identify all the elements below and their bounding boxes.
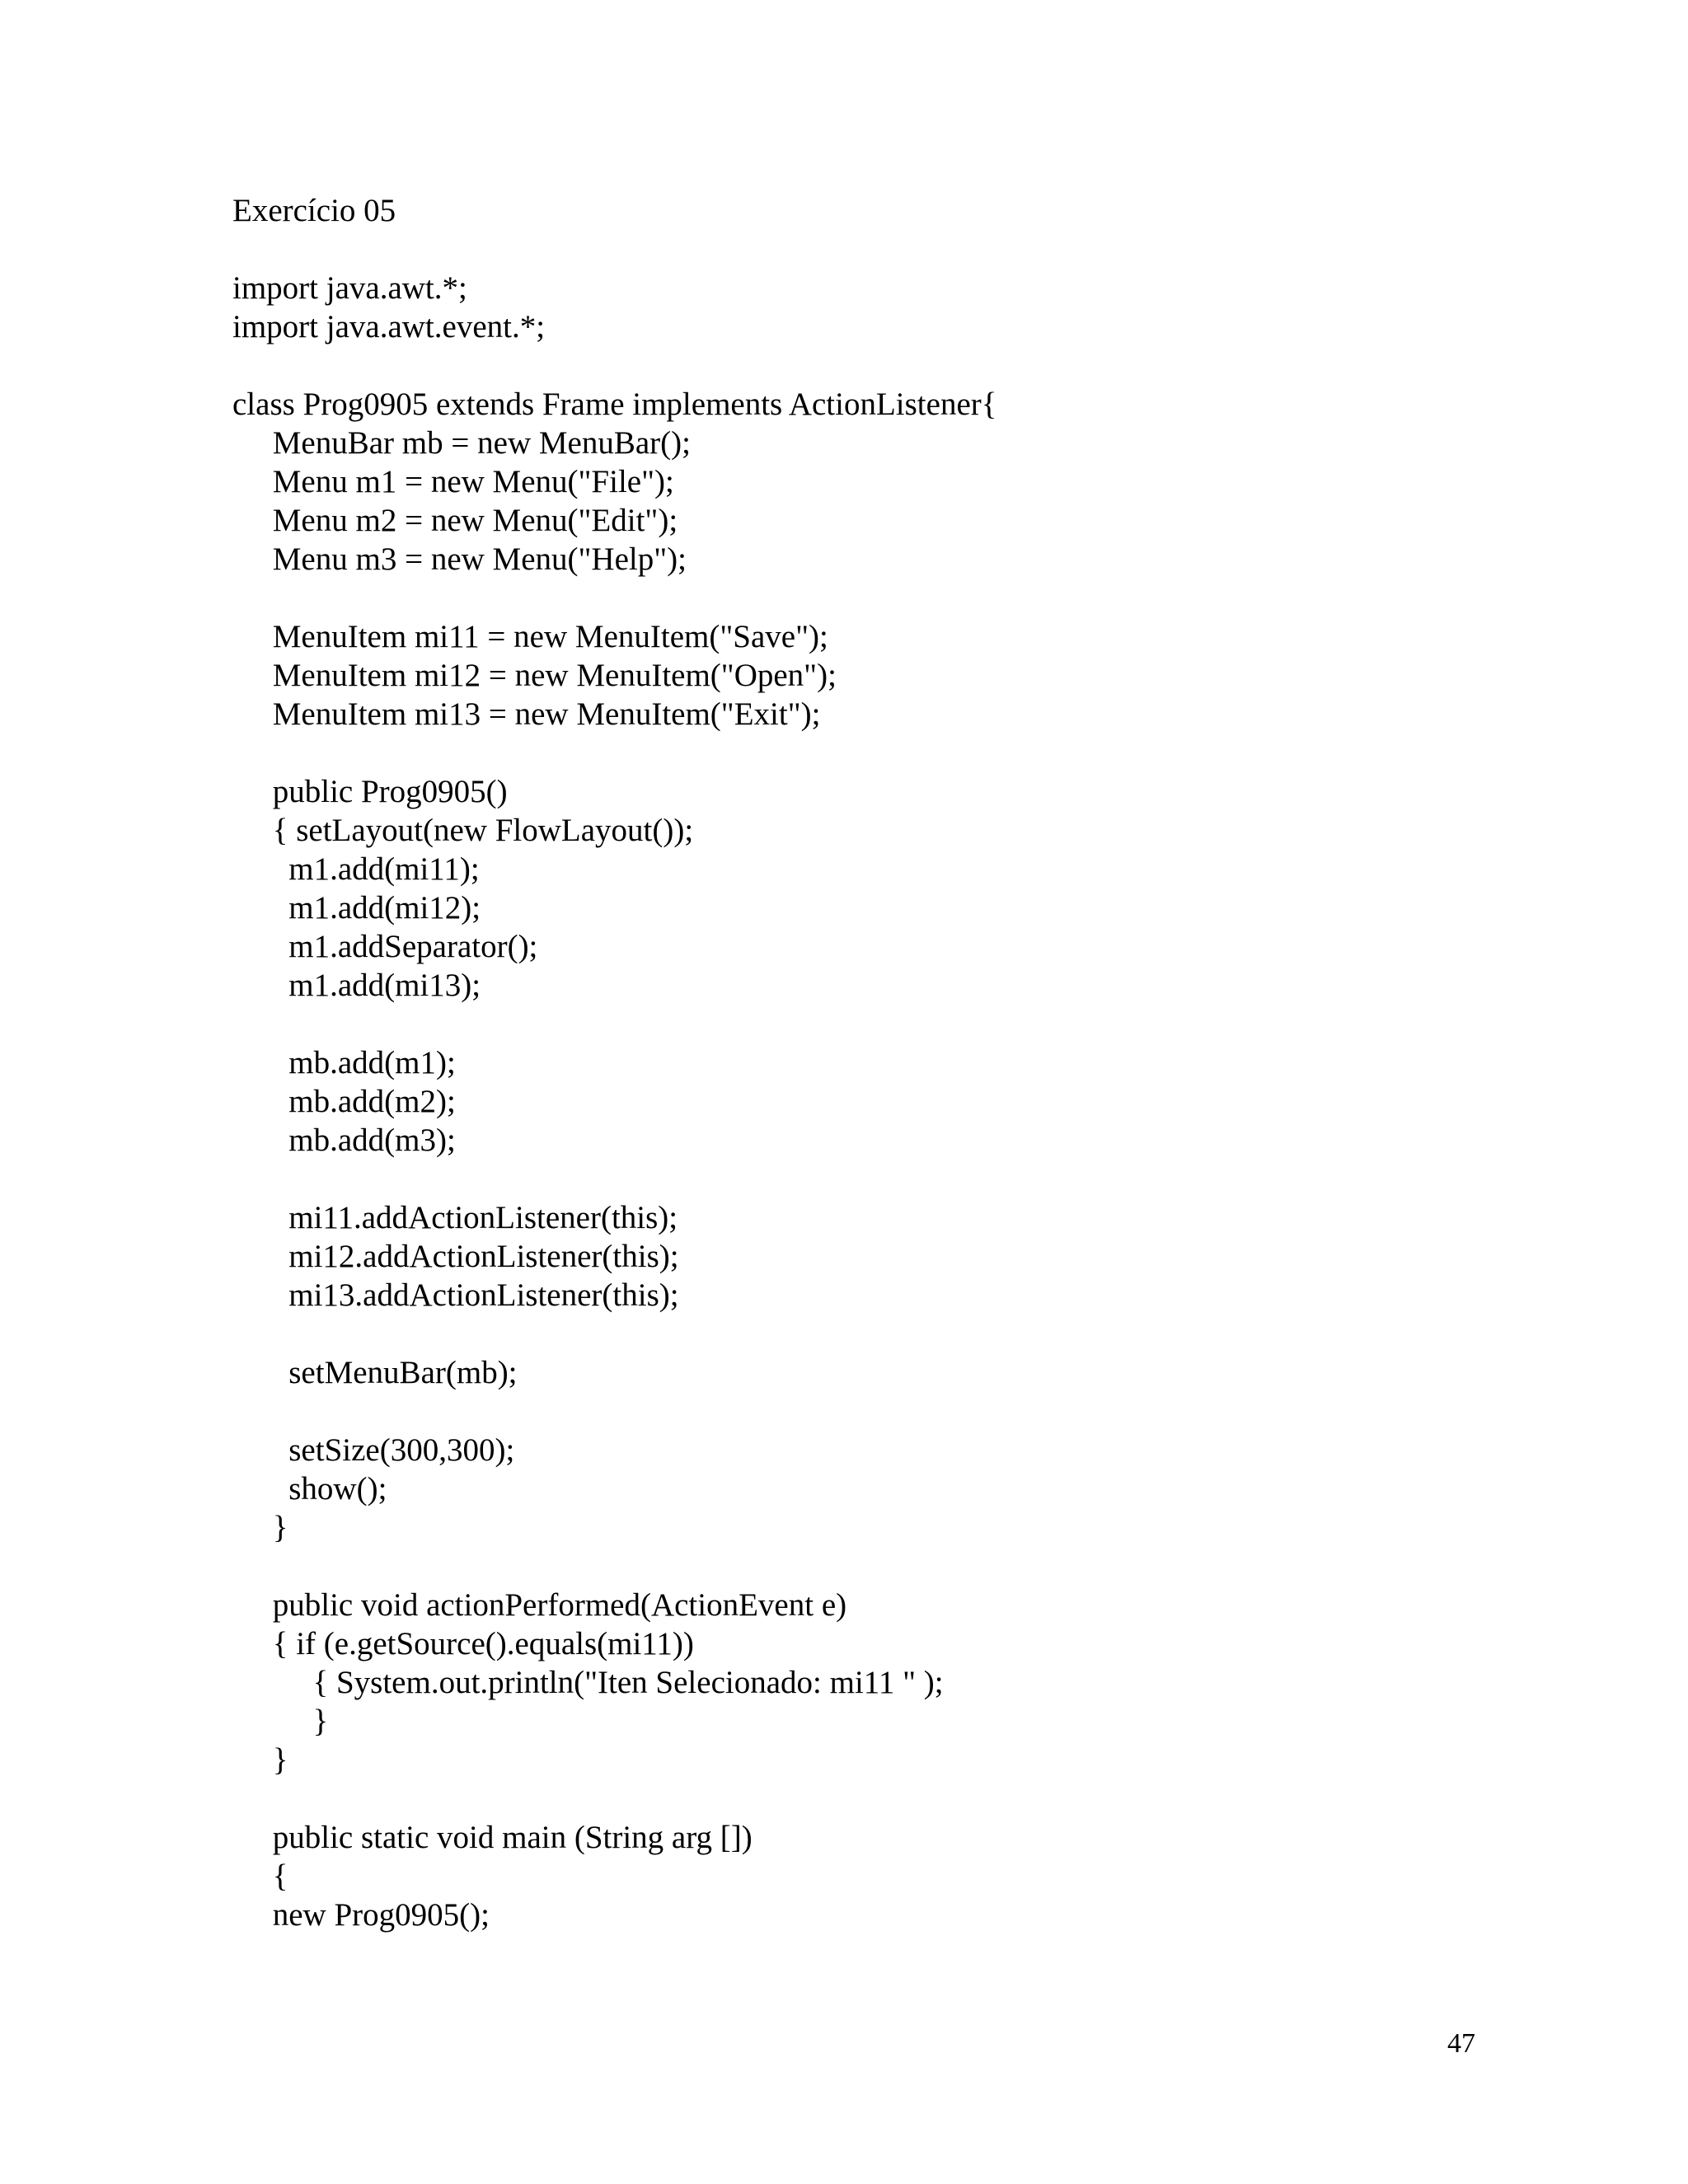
blank-line [232,579,1551,617]
exercise-title: Exercício 05 [232,193,396,228]
code-line: { System.out.println("Iten Selecionado: mi11 " ); [232,1665,944,1700]
blank-line [232,1547,1551,1586]
code-line: m1.add(mi13); [232,968,481,1003]
code-line: mb.add(m3); [232,1122,456,1158]
code-line: } [232,1742,288,1778]
code-line: new Prog0905(); [232,1897,490,1933]
code-line: MenuItem mi12 = new MenuItem("Open"); [232,658,837,693]
code-line: MenuItem mi11 = new MenuItem("Save"); [232,619,828,654]
code-listing [232,191,1551,1934]
blank-line [232,346,1551,385]
code-line: Menu m3 = new Menu("Help"); [232,541,687,577]
blank-line [232,1005,1551,1043]
blank-line [232,230,1551,269]
code-line: mi12.addActionListener(this); [232,1239,679,1274]
code-line: MenuItem mi13 = new MenuItem("Exit"); [232,696,821,732]
blank-line [232,1315,1551,1353]
code-line: mb.add(m2); [232,1084,456,1119]
code-line: public void actionPerformed(ActionEvent e) [232,1587,847,1623]
code-line: public static void main (String arg []) [232,1820,753,1855]
blank-line [232,1779,1551,1818]
code-line: class Prog0905 extends Frame implements ActionListener{ [232,387,997,422]
code-line: { [232,1858,288,1894]
code-line: public Prog0905() [232,774,508,809]
code-line: mi13.addActionListener(this); [232,1277,679,1313]
code-line: setMenuBar(mb); [232,1355,518,1390]
code-line: m1.add(mi11); [232,851,480,887]
code-line: setSize(300,300); [232,1432,515,1468]
code-line: } [232,1510,288,1545]
code-line: } [232,1704,329,1739]
code-line: import java.awt.event.*; [232,309,546,344]
page-number: 47 [1447,2028,1475,2059]
code-line: MenuBar mb = new MenuBar(); [232,425,691,461]
code-line: { if (e.getSource().equals(mi11)) [232,1626,694,1661]
code-line: m1.add(mi12); [232,890,481,926]
code-line: m1.addSeparator(); [232,929,538,964]
code-line: { setLayout(new FlowLayout()); [232,813,694,848]
blank-line [232,1160,1551,1198]
blank-line [232,1392,1551,1431]
code-line: Menu m2 = new Menu("Edit"); [232,503,678,538]
blank-line [232,733,1551,772]
code-line: show(); [232,1471,387,1507]
code-line: mi11.addActionListener(this); [232,1200,678,1235]
code-line: Menu m1 = new Menu("File"); [232,464,674,499]
code-line: mb.add(m1); [232,1045,456,1080]
code-line: import java.awt.*; [232,270,467,306]
